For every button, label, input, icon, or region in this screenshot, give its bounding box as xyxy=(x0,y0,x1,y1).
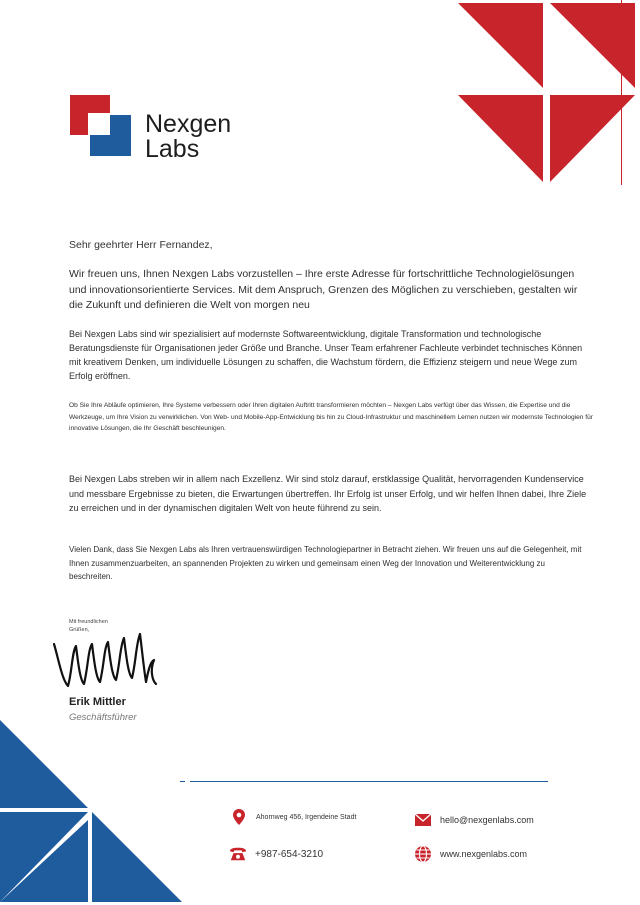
contact-address xyxy=(230,808,356,826)
red-triangle-3 xyxy=(458,95,543,182)
contact-phone xyxy=(229,845,323,863)
red-edge-bar xyxy=(621,0,622,185)
paragraph-services: Bei Nexgen Labs sind wir spezialisiert auf modernste Softwareentwicklung, digitale Transformation und technologische Beratungsdienste für Organisationen jeder Größe und Branche. Unser Team erfahrener Fachleute verbindet technisches Können mit kreativem Denken, um individuelle Lösungen zu schaffen, die Wachstum fördern, die Effizienz steigern und neue Wege zum Erfolg eröffnen. xyxy=(69,329,583,381)
address-text: Ahornweg 456, Irgendeine Stadt xyxy=(256,813,357,821)
paragraph-intro: Wir freuen uns, Ihnen Nexgen Labs vorzustellen – Ihre erste Adresse für fortschrittliche Technologielösungen und innovationsorientierte Services. Mit dem Anspruch, Grenzen des Möglichen zu verschieben, gestalten wir die Zukunft und definieren die Welt von morgen neu xyxy=(69,268,578,311)
top-right-decoration xyxy=(455,0,640,185)
handwritten-signature xyxy=(50,622,160,692)
blue-triangle-2 xyxy=(92,812,182,902)
globe-icon xyxy=(414,845,432,863)
red-triangle-2 xyxy=(550,3,635,88)
closing: Mit freundlichen Grüßen, xyxy=(69,619,108,633)
contact-email xyxy=(414,811,534,829)
blue-triangle-1 xyxy=(0,720,88,808)
contact-website xyxy=(414,845,527,863)
footer-divider-dash xyxy=(180,781,185,782)
paragraph-excellence: Bei Nexgen Labs streben wir in allem nach Exzellenz. Wir sind stolz darauf, erstklassige Qualität, hervorragenden Kundenservice und messbare Ergebnisse zu bieten, die Erwartungen übertreffen. Ihr Erfolg ist unser Erfolg, und wir helfen Ihnen dabei, Ihre Ziele zu erreichen und in der dynamischen digitalen Welt von heute führend zu sein. xyxy=(69,474,587,513)
location-pin-icon xyxy=(230,808,248,826)
company-name xyxy=(145,112,231,162)
footer-divider xyxy=(190,781,548,782)
phone-text[interactable]: +987-654-3210 xyxy=(255,848,324,860)
bottom-left-decoration xyxy=(0,720,185,905)
greeting: Sehr geehrter Herr Fernandez, xyxy=(69,239,213,251)
website-text[interactable]: www.nexgenlabs.com xyxy=(440,849,528,859)
red-triangle-4 xyxy=(550,95,635,182)
paragraph-capabilities: Ob Sie Ihre Abläufe optimieren, Ihre Systeme verbessern oder Ihren digitalen Auftritt transformieren möchten – Nexgen Labs verfügt über das Wissen, die Expertise und die Werkzeuge, um Ihre Vision zu verwirklichen. Von Web- und Mobile-App-Entwicklung bis hin zu Cloud-Infrastruktur und maschinellem Lernen nutzen wir modernste Technologien für innovative Lösungen, die Ihr Geschäft beschleunigen. xyxy=(69,402,593,432)
paragraph-thanks: Vielen Dank, dass Sie Nexgen Labs als Ihren vertrauenswürdigen Technologiepartner in Betracht ziehen. Wir freuen uns auf die Gelegenheit, mit Ihnen zusammenzuarbeiten, an spannenden Projekten zu wirken und gemeinsam einen Weg der Innovation und Weiterentwicklung zu beschreiten. xyxy=(69,545,582,581)
signer-name: Erik Mittler xyxy=(69,696,126,708)
company-name-line1: Nexgen xyxy=(145,110,232,138)
company-name-line2: Labs xyxy=(145,135,200,163)
signer-title: Geschäftsführer xyxy=(69,712,137,723)
envelope-icon xyxy=(414,811,432,829)
email-text[interactable]: hello@nexgenlabs.com xyxy=(440,815,534,825)
red-triangle-1 xyxy=(458,3,543,88)
telephone-icon xyxy=(229,845,247,863)
